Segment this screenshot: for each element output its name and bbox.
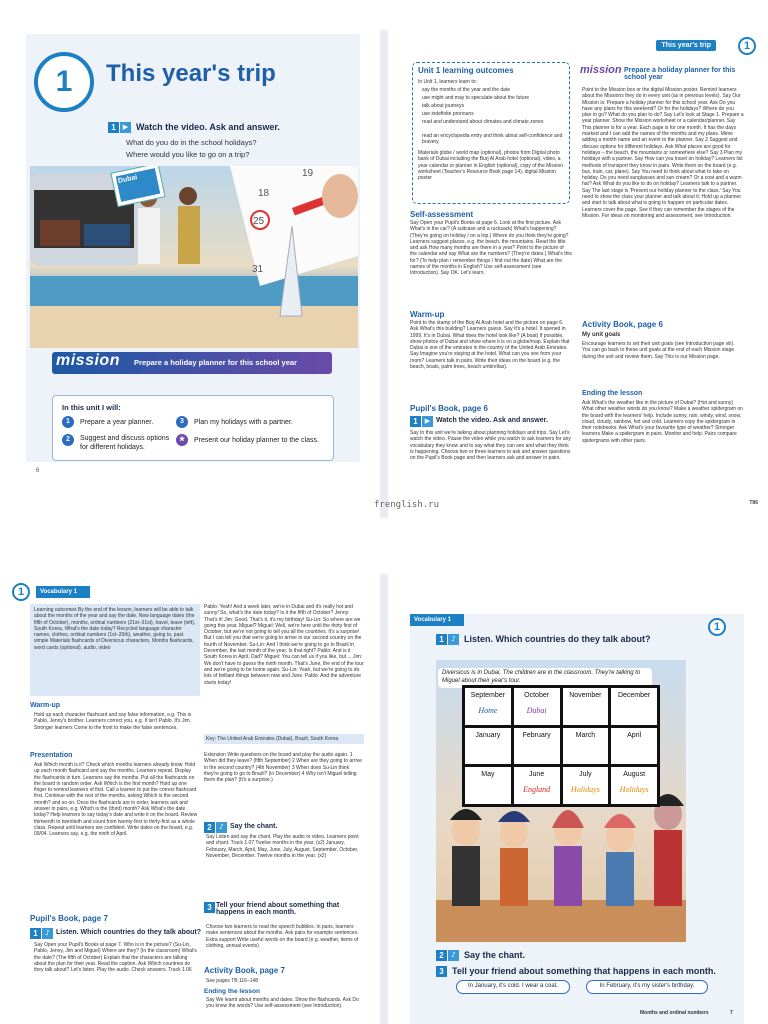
pb-title: Pupil's Book, page 7 bbox=[30, 914, 108, 923]
mission-step-3: 3 bbox=[176, 416, 188, 428]
year-calendar bbox=[462, 685, 660, 807]
ab-sub: My unit goals bbox=[582, 332, 621, 338]
cal-num: 18 bbox=[258, 188, 270, 199]
outcome-item: use might and may to speculate about the future bbox=[422, 95, 530, 101]
month-note: Dubai bbox=[526, 706, 547, 715]
pb-task: Listen. Which countries do they talk about? bbox=[56, 929, 202, 936]
outcome-item: read an encyclopedia entry and think about self-confidence and bravery. bbox=[422, 133, 563, 146]
warmup-title: Warm-up bbox=[410, 310, 445, 319]
month-label: March bbox=[575, 731, 596, 739]
stamp-label: Dubai bbox=[117, 174, 138, 185]
footer-title: Months and ordinal numbers bbox=[640, 1010, 709, 1016]
mission-step-text: Suggest and discuss options for different holidays. bbox=[80, 435, 170, 451]
task-instruction: Watch the video. Ask and answer. bbox=[136, 122, 280, 132]
task-instruction: Listen. Which countries do they talk about? bbox=[464, 634, 651, 644]
month-label: January bbox=[475, 731, 501, 739]
month-label: December bbox=[617, 692, 651, 699]
mission-step-1: 1 bbox=[62, 416, 74, 428]
month-label: June bbox=[529, 771, 545, 779]
mission-step-text: Present our holiday planner to the class. bbox=[194, 437, 319, 444]
star-icon: ★ bbox=[176, 434, 188, 446]
mission-step-text: Prepare a year planner. bbox=[80, 419, 154, 426]
calendar-cell bbox=[514, 688, 560, 725]
calendar-cell bbox=[611, 688, 657, 725]
mission-logo: mission bbox=[56, 352, 120, 369]
month-label: July bbox=[579, 771, 592, 779]
mission-text: Point to the Mission box or the digital Mission poster. Remind learners about the Missions they do in every unit (as in previous levels). Say Our Mission is: Prepare a holiday planner for this school year. Ask Do you have any plans for this weekend? Or for the holidays? Where do you plan to go? What do you plan to do? Say Let's look at Stage 1. Prepare a year planner. Show the Mission worksheet or a calendar/planner. Say This planner is for a year. Each page is for one month. It has the days marked and I can add the names of the months and my plans. Mime adding a month name and an event to the planner. Say 2 Suggest and discuss options for different holidays. Ask What places are good for holidays – the beach, the mountains or somewhere else? Say 3 Plan my holidays with a partner. Say How can you travel on holiday? Learners list methods of transport they know in pairs. Write them on the board (e.g. bus, train, car, plane). Say You need to think about what to take on holiday. Do you need sunglasses and sun cream? Or a coat and a warm hat? Ask What do you like to do on holiday? Learners talk to a partner. Say The last stage is 'Present our holiday planner to the class.' Say You need to show the class your planner and talk about it: Hold up a planner and start to talk about what is going to happen on particular dates. Learners cover the page. See if they can remember the stages of the Mission. For ideas on monitoring and assessment, see Introduction. bbox=[582, 87, 744, 219]
pb-text: Say In this unit we're talking about planning holidays and trips. Say Let's watch the video. Pause the video while you watch to ask learners for any vocabulary they know and to say what they can see and what they think is happening. Choose two or three learners to ask and answer questions on the Pupil's Book page and then learners ask and answer in pairs. bbox=[410, 430, 571, 462]
ending-title: Ending the lesson bbox=[582, 390, 643, 397]
calendar-cell bbox=[465, 688, 511, 725]
tell-task: Tell your friend about something that happens in each month. bbox=[216, 902, 340, 916]
calendar-cell bbox=[563, 728, 609, 765]
self-assessment-text: Say Open your Pupil's Books at page 6. Look at the first picture. Ask What's in the car? (A suitcase and a rucksack) What's happening? (They're going on holiday / on a trip.) Where do you think they're going? Learners suggest places, e.g. the beach, the mountains. Read the title and ask How many months are there in a year? Point to the picture of the calendar and say What are the numbers? (They're dates.) What's this for? (To help plan / remember things / find out the date) What are the names of the months in English? Use self-assessment (see Introduction). Say OK. Let's learn. bbox=[410, 220, 572, 277]
month-label: September bbox=[470, 692, 505, 699]
ending-title: Ending the lesson bbox=[204, 988, 260, 995]
ending-text: Ask What's the weather like in the picture of Dubai? (Hot and sunny) What other weather words do you know? Make a weather spidergram on the board with the learners' help. Include sunny, rain, windy, wind, snow, cloud, cloudy, rainbow, hot and cold. Learners copy the spidergram in their notebooks. Ask What's your favourite type of weather? Stronger learners Make a spidergram in pairs. Monitor and help. Pairs compare spidergrams with other pairs. bbox=[582, 400, 743, 444]
calendar-cell bbox=[611, 767, 657, 804]
mission-banner-text: Prepare a holiday planner for this school year bbox=[134, 358, 297, 367]
lesson-tag: Vocabulary 1 bbox=[36, 586, 90, 598]
month-note: Holidays bbox=[570, 785, 600, 795]
presentation-text: Ask Which month is it? Check which months learners already know. Hold up each month flashcard and say the months. Learners repeat. Display the flashcards in turn. Learners say the months. Put all the flashcards on the board in random order. Ask Which is the first month? Hold up one finger to remind learners of first. Call a learner to put the correct flashcard first. Continue with the rest of the months, asking Which is the second month? and so on. Once the flashcards are in order, learners ask and answer in pairs, e.g. Which is the (third) month? Ask What's the date today? Help learners to say today's date and write it on the board. Review thirteenth to twentieth and count from twenty-first to thirty-first as a whole class. Repeat until learners are confident. Write dates on the board, e.g. 09/04. Learners say, e.g. the ninth of April. bbox=[34, 762, 198, 838]
calendar-cell bbox=[611, 728, 657, 765]
tell-task: Tell your friend about something that happens in each month. bbox=[452, 966, 716, 976]
pb-task: Watch the video. Ask and answer. bbox=[436, 417, 548, 424]
outcome-item: use indefinite pronouns bbox=[422, 111, 474, 117]
month-note: Home bbox=[478, 706, 498, 715]
question-1: What do you do in the school holidays? bbox=[126, 138, 257, 147]
cal-num: 25 bbox=[253, 216, 265, 227]
lesson-tag: Vocabulary 1 bbox=[410, 614, 464, 626]
outcomes-intro: In Unit 1, learners learn to: bbox=[418, 79, 477, 85]
month-label: May bbox=[481, 771, 495, 779]
lo-text: Learning outcomes By the end of the lesson, learners will be able to talk about the months of the year and say the date. New language dates (the fifth of October), months, ordinal numbers (21st–31st), travel, leave (left), South Korea, What's the date today? Recycled language character names, clothes, ordinal numbers (1st–20th), weather, going to, past simple Materials flashcards of Diversicus characters, Months flashcards, word cards (optional), audio, video bbox=[34, 607, 196, 651]
outcome-item: talk about journeys bbox=[422, 103, 464, 109]
extension-text: Extension Write questions on the board and play the audio again. 1 When did they leave? (fifth September) 2 When are they going to arrive in the second country? (4th November) 3 When does Su-Lin think they're going to go to Brazil? (in December) 4 Why isn't Miguel telling them the plan? (It's a surprise.) bbox=[204, 752, 362, 784]
page-number: 6 bbox=[36, 468, 40, 474]
month-label: August bbox=[623, 771, 646, 779]
task-number: 1 bbox=[436, 634, 447, 645]
calendar-cell bbox=[514, 767, 560, 804]
mission-logo: mission bbox=[580, 64, 622, 76]
audio-icon: ♪ bbox=[448, 950, 459, 961]
self-assessment-title: Self-assessment bbox=[410, 210, 474, 219]
watermark: frenglish.ru bbox=[374, 500, 440, 510]
calendar-grid bbox=[465, 688, 657, 804]
task-number: 3 bbox=[204, 902, 215, 913]
video-icon: ▶ bbox=[120, 122, 131, 133]
month-label: November bbox=[569, 692, 602, 699]
presentation-title: Presentation bbox=[30, 752, 73, 759]
unit-number-badge: 1 bbox=[34, 52, 94, 112]
month-label: February bbox=[522, 731, 551, 739]
unit-title: This year's trip bbox=[106, 60, 276, 87]
ab-sub: See pages TB 116–148 bbox=[206, 978, 259, 984]
pb-text: Say Open your Pupil's Books at page 7. Who is in the picture? (Su-Lin, Pablo, Jenny, Jim and Miguel) Where are they? (In the classroom) What's the date? (The fifth of October) Explain that the characters are talking about the plan for their year. Read the caption. Ask Which countries do they talk about? Let's listen. Play the audio. Check answers. Track 1.06 bbox=[34, 942, 197, 974]
mission-step-text: Plan my holidays with a partner. bbox=[194, 419, 293, 426]
month-note: England bbox=[523, 785, 551, 795]
cal-num: 19 bbox=[302, 168, 314, 179]
materials-text: Materials globe / world map (optional), photos from Digital photo bank of Dubai including the Burj Al Arab hotel (optional), video, a year calendar or planner in English (optional), copy of the Mission worksheet (Teacher's Resource Book page 14), digital Mission poster bbox=[418, 150, 564, 182]
mission-step-2: 2 bbox=[62, 434, 74, 446]
calendar-cell bbox=[465, 767, 511, 804]
mission-box-heading: In this unit I will: bbox=[62, 403, 121, 412]
page-number: 7 bbox=[730, 1010, 733, 1016]
chant-task: Say the chant. bbox=[464, 950, 526, 960]
pupils-book-title: Pupil's Book, page 6 bbox=[410, 404, 488, 413]
question-2: Where would you like to go on a trip? bbox=[126, 150, 250, 159]
audio-script: Pablo: Yeah! And a week later, we're in Dubai and it's really hot and sunny! So, what's the date today? Is it the fifth of October? Jenny: That's it! Jim: Good. That's it, it's my birthday! Su-Lin: So where are we going this year, Miguel? Miguel: Well, we're here until the thirty first of October, but we're not going to tell you all the countries. It's a surprise! But I can tell you that we're going to arrive in our second country on the fourth of November. Su-Lin: And I think we're going to go to Brazil in December, the last month of the year. Is that right? Pablo: And is it South Korea in April, Dad? Miguel: You can tell us if you like, but ... Jim: We don't have to guess the ninth month. That's June, the end of the tour and we're going to be home again. Su-Lin: Yeah, but we're going to do lots of brilliant things between now and June. Pablo: And the adventure starts today! bbox=[204, 604, 364, 686]
task-number: 2 bbox=[436, 950, 447, 961]
calendar-cell bbox=[563, 688, 609, 725]
unit-number-circle: 1 bbox=[708, 618, 726, 636]
tell-text: Choose two learners to read the speech bubbles. In pairs, learners make sentences about the months. Ask pairs for example sentences. Extra support Write useful words on the board (e.g. weather, items of clothing, annual events). bbox=[206, 924, 359, 949]
video-icon: ▶ bbox=[422, 416, 433, 427]
ab-text: Encourage learners to set their unit goals (see Introduction page viii). You can go back to these unit goals at the end of each Mission stage during the unit and review them. Say This is our Mission page. bbox=[582, 341, 735, 360]
month-label: October bbox=[524, 692, 550, 699]
key-text: Key: The United Arab Emirates (Dubai), Brazil, South Korea bbox=[206, 736, 339, 742]
outcomes-title: Unit 1 learning outcomes bbox=[418, 66, 514, 75]
audio-icon: ♪ bbox=[448, 634, 459, 645]
task-number: 2 bbox=[204, 822, 215, 833]
speech-bubble: In February, it's my sister's birthday. bbox=[586, 980, 708, 994]
photo-illustration bbox=[30, 166, 358, 348]
ending-text: Say We learnt about months and dates. Show the flashcards. Ask Do you know the words? Use self-assessment (see Introduction). bbox=[206, 997, 359, 1010]
outcome-item: say the months of the year and the date bbox=[422, 87, 511, 93]
warmup-text: Hold up each character flashcard and say false information, e.g. This is Pablo, Jenny's brother. Learners correct you, e.g. It isn't Pablo. It's Jim. Stronger learners Come to the front to make the false sentences. bbox=[34, 712, 192, 731]
task-number: 1 bbox=[410, 416, 421, 427]
unit-number-circle: 1 bbox=[12, 583, 30, 601]
warmup-text: Point to the stamp of the Burj Al Arab hotel and the picture on page 6. Ask What's this building? Learners guess. Say It's a hotel. It opened in 1999. It's in Dubai. What does the hotel look like? (A boat) If possible, show photos of Dubai and show where it is on a globe/map. Explain that Dubai is one of the emirates in the country of the United Arab Emirates. Say Imagine you're staying at the hotel. What can you see from your room? Learners talk in pairs. Write their ideas on the board (e.g. the beach, boats, palm trees, beach umbrellas). bbox=[410, 320, 570, 371]
task-number: 3 bbox=[436, 966, 447, 977]
speech-bubble: In January, it's cold. I wear a coat. bbox=[456, 980, 570, 994]
unit-tag: This year's trip bbox=[656, 40, 716, 51]
month-label: April bbox=[627, 731, 642, 739]
mission-title: Prepare a holiday planner for this school year bbox=[624, 67, 736, 81]
warmup-title: Warm-up bbox=[30, 702, 61, 709]
audio-icon: ♪ bbox=[42, 928, 53, 939]
page-number: T86 bbox=[749, 500, 758, 506]
task-number: 1 bbox=[30, 928, 41, 939]
audio-icon: ♪ bbox=[216, 822, 227, 833]
calendar-cell bbox=[563, 767, 609, 804]
cal-num: 31 bbox=[252, 264, 264, 275]
calendar-cell bbox=[465, 728, 511, 765]
ab-title: Activity Book, page 6 bbox=[582, 320, 663, 329]
unit-number-circle: 1 bbox=[738, 37, 756, 55]
month-note: Holidays bbox=[619, 785, 649, 795]
ab-title: Activity Book, page 7 bbox=[204, 966, 285, 975]
calendar-cell bbox=[514, 728, 560, 765]
holiday-photo bbox=[30, 166, 358, 348]
chant-text: Say Listen and say the chant. Play the audio or video. Learners point and chant. Track 1.07 Twelve months in the year, (x2) January, February, March, April, May, June, July, August, September, October, November, December. Twelve months in the year. (x2) bbox=[206, 834, 359, 859]
outcome-item: read and understand about climates and climate zones bbox=[422, 119, 544, 125]
caption-text: Diversicus is in Dubai. The children are in the classroom. They're talking to Miguel about their year's tour. bbox=[442, 670, 641, 684]
task-number: 1 bbox=[108, 122, 119, 133]
chant-task: Say the chant. bbox=[230, 823, 278, 830]
